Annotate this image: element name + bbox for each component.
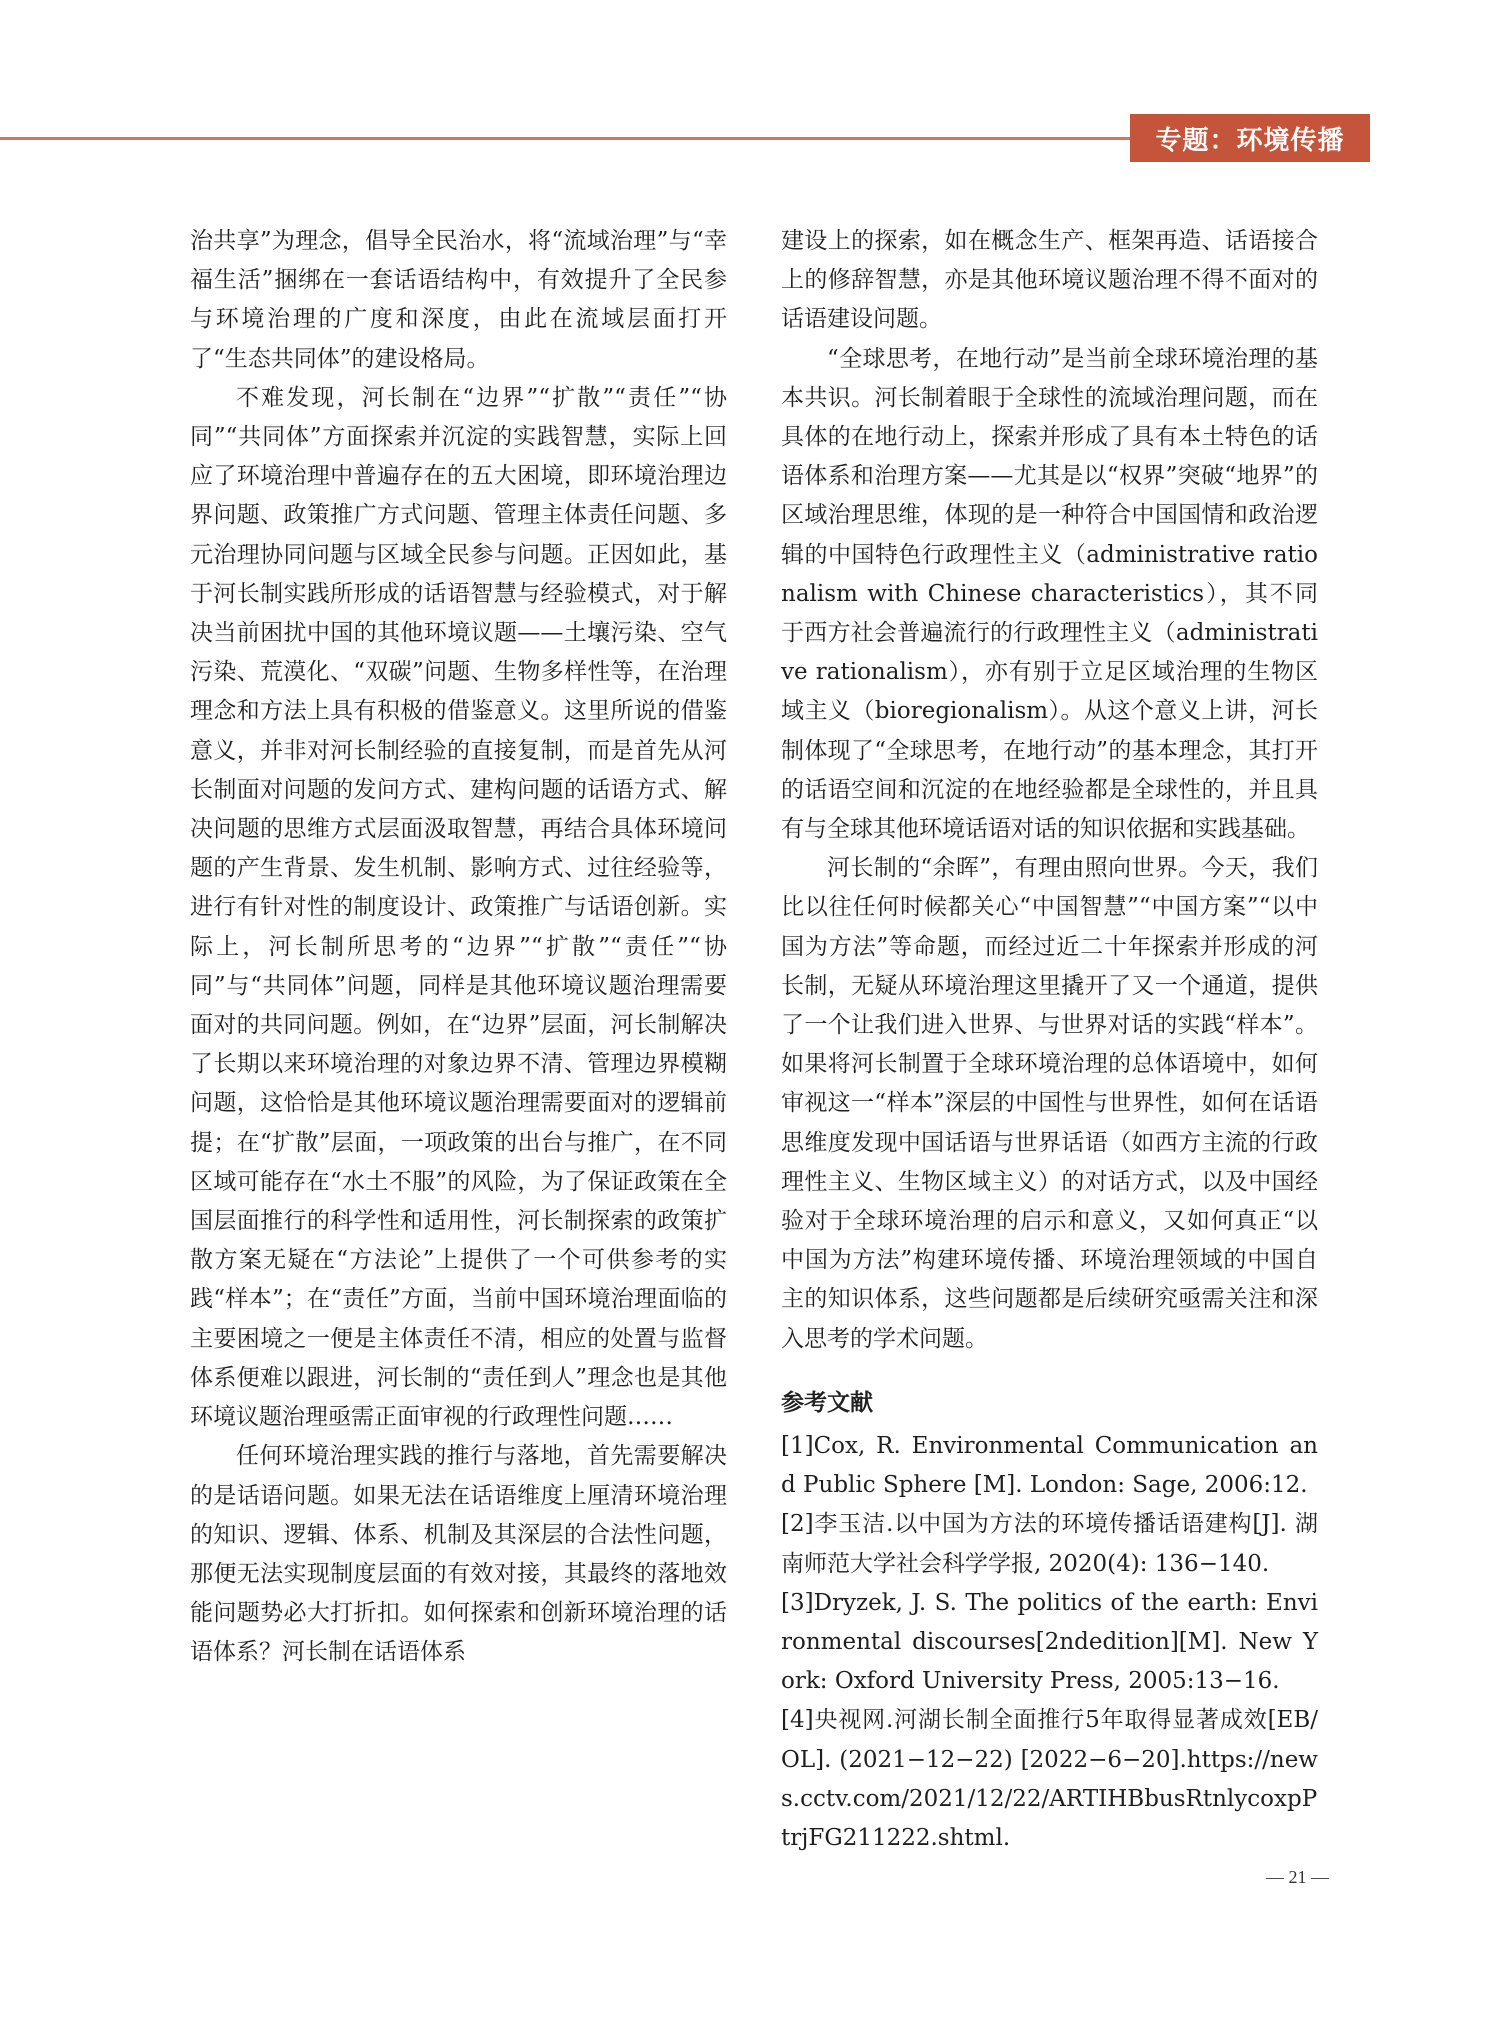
paragraph: 治共享”为理念，倡导全民治水，将“流域治理”与“幸福生活”捆绑在一套话语结构中，有效提升了全民参与环境治理的广度和深度，由此在流域层面打开了“生态共同体”的建设格局。 [190,228,727,372]
page-number: — 21 — [1266,1867,1329,1887]
paragraph: 不难发现，河长制在“边界”“扩散”“责任”“协同”“共同体”方面探索并沉淀的实践智慧，实际上回应了环境治理中普遍存在的五大困境，即环境治理边界问题、政策推广方式问题、管理主体责任问题、多元治理协同问题与区域全民参与问题。正因如此，基于河长制实践所形成的话语智慧与经验模式，对于解决当前困扰中国的其他环境议题——土壤污染、空气污染、荒漠化、“双碳”问题、生物多样性等，在治理理念和方法上具有积极的借鉴意义。这里所说的借鉴意义，并非对河长制经验的直接复制，而是首先从河长制面对问题的发问方式、建构问题的话语方式、解决问题的思维方式层面汲取智慧，再结合具体环境问题的产生背景、发生机制、影响方式、过往经验等，进行有针对性的制度设计、政策推广与话语创新。实际上，河长制所思考的“边界”“扩散”“责任”“协同”与“共同体”问题，同样是其他环境议题治理需要面对的共同问题。例如，在“边界”层面，河长制解决了长期以来环境治理的对象边界不清、管理边界模糊问题，这恰恰是其他环境议题治理需要面对的逻辑前提；在“扩散”层面，一项政策的出台与推广，在不同区域可能存在“水土不服”的风险，为了保证政策在全国层面推行的科学性和适用性，河长制探索的政策扩散方案无疑在“方法论”上提供了一个可供参考的实践“样本”；在“责任”方面，当前中国环境治理面临的主要困境之一便是主体责任不清，相应的处置与监督体系便难以跟进，河长制的“责任到人”理念也是其他环境议题治理亟需正面审视的行政理性问题…… [190,384,727,1431]
paragraph: 任何环境治理实践的推行与落地，首先需要解决的是话语问题。如果无法在话语维度上厘清环境治理的知识、逻辑、体系、机制及其深层的合法性问题，那便无法实现制度层面的有效对接，其最终的落地效能问题势必大打折扣。如何探索和创新环境治理的话语体系？河长制在话语体系 [190,1443,727,1666]
section-label: 专题：环境传播 [1130,114,1370,162]
right-column [781,222,1318,1858]
references-heading: 参考文献 [781,1389,873,1416]
reference-item: [1]Cox, R. Environmental Communication and Public Sphere [M]. London: Sage, 2006:12. [781,1432,1318,1499]
left-column [190,222,727,1673]
paragraph: “全球思考，在地行动”是当前全球环境治理的基本共识。河长制着眼于全球性的流域治理问题，而在具体的在地行动上，探索并形成了具有本土特色的话语体系和治理方案——尤其是以“权界”突破“地界”的区域治理思维，体现的是一种符合中国国情和政治逻辑的中国特色行政理性主义（administrative rationalism with Chinese characteristics），其不同于西方社会普遍流行的行政理性主义（administrative rationalism），亦有别于立足区域治理的生物区域主义（bioregionalism）。从这个意义上讲，河长制体现了“全球思考，在地行动”的基本理念，其打开的话语空间和沉淀的在地经验都是全球性的，并且具有与全球其他环境话语对话的知识依据和实践基础。 [781,345,1318,843]
paragraph: 河长制的“余晖”，有理由照向世界。今天，我们比以往任何时候都关心“中国智慧”“中国方案”“以中国为方法”等命题，而经过近二十年探索并形成的河长制，无疑从环境治理这里撬开了又一个通道，提供了一个让我们进入世界、与世界对话的实践“样本”。如果将河长制置于全球环境治理的总体语境中，如何审视这一“样本”深层的中国性与世界性，如何在话语思维度发现中国话语与世界话语（如西方主流的行政理性主义、生物区域主义）的对话方式，以及中国经验对于全球环境治理的启示和意义，又如何真正“以中国为方法”构建环境传播、环境治理领域的中国自主的知识体系，这些问题都是后续研究亟需关注和深入思考的学术问题。 [781,855,1318,1352]
paragraph: 建设上的探索，如在概念生产、框架再造、话语接合上的修辞智慧，亦是其他环境议题治理不得不面对的话语建设问题。 [781,228,1318,333]
header-rule [0,137,1130,140]
reference-item: [3]Dryzek, J. S. The politics of the earth: Environmental discourses[2ndedition][M]. New York: Oxford University Press, 2005:13−16. [781,1589,1318,1695]
reference-item: [2]李玉洁.以中国为方法的环境传播话语建构[J]. 湖南师范大学社会科学学报, 2020(4): 136−140. [781,1511,1318,1577]
reference-item: [4]央视网.河湖长制全面推行5年取得显著成效[EB/OL]. (2021−12−22) [2022−6−20].https://news.cctv.com/2021/12/22/ARTIHBbusRtnlycoxpPtrjFG211222.shtml. [781,1707,1318,1851]
